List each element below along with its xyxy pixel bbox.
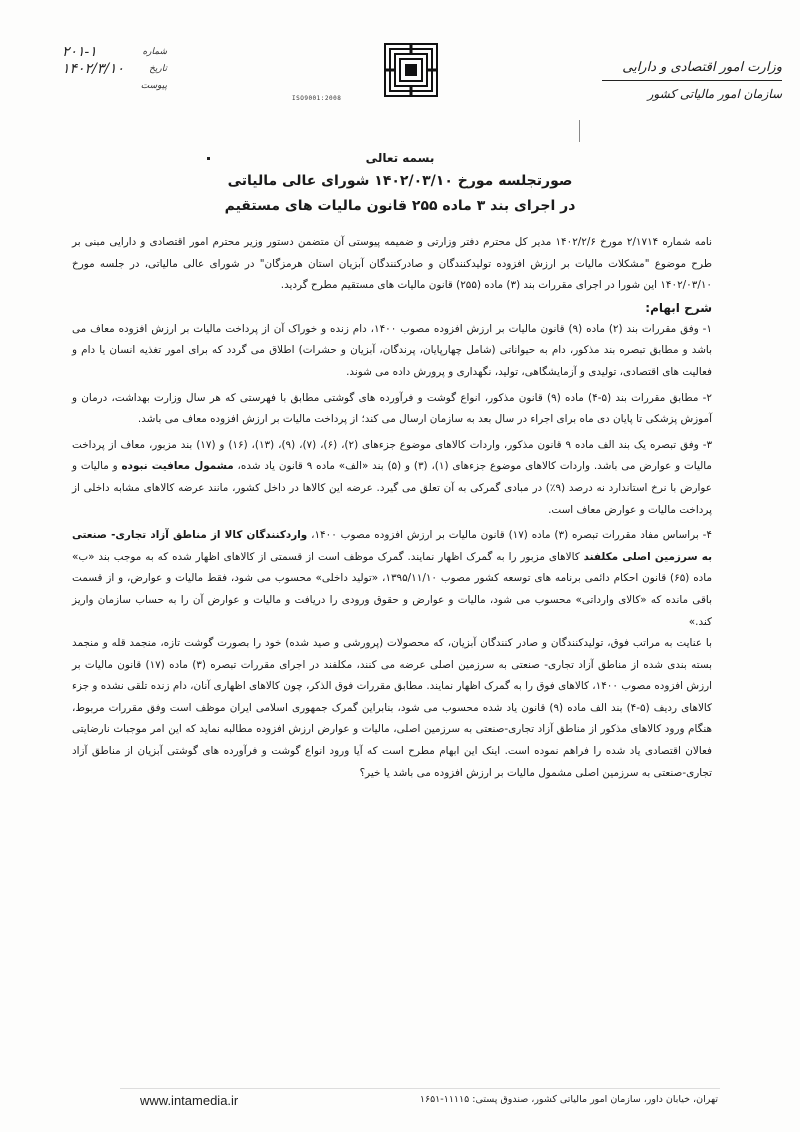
paragraph-4 xyxy=(72,525,712,633)
intro-paragraph: نامه شماره ۲/۱۷۱۴ مورخ ۱۴۰۲/۲/۶ مدیر کل محترم دفتر وزارتی و ضمیمه پیوستی آن متضمن دستور وزیر محترم امور اقتصادی و دارایی مبنی بر طرح موضوع "مشکلات مالیات بر ارزش افزوده تولیدکنندگان و صادرکنندگان آبزیان استان هرمزگان" در شورای عالی مالیاتی، در جلسه مورخ ۱۴۰۲/۰۳/۱۰ این شورا در اجرای مقررات بند (۳) ماده (۲۵۵) قانون مالیات های مستقیم مطرح گردید. xyxy=(72,236,712,292)
ambiguity-heading: شرح ابهام: xyxy=(645,300,712,315)
letter-date-row xyxy=(62,61,167,78)
letter-attachment-row xyxy=(62,78,167,95)
letter-reference-block xyxy=(62,44,167,95)
footer-divider xyxy=(120,1088,720,1089)
document-subtitle: در اجرای بند ۳ ماده ۲۵۵ قانون مالیات های مستقیم xyxy=(224,198,576,214)
letter-attachment-label: پیوست xyxy=(140,81,167,91)
letter-number-label: شماره xyxy=(142,47,167,57)
paragraph-3-end: و مالیات و عوارض با نرخ استاندارد نه درصد (۹٪) در مبادی گمرکی به آن تعلق می گیرد. عرضه این کالاها در داخل کشور، مانند عرضه کالاهای مشابه داخلی از پرداخت مالیات و عوارض معاف است. xyxy=(72,460,713,516)
footer-address: تهران، خیابان داور، سازمان امور مالیاتی کشور، صندوق پستی: ۱۱۱۱۵-۱۶۵۱ xyxy=(419,1094,718,1105)
letterhead-organization xyxy=(602,58,782,103)
paragraph-3-emphasis: مشمول معافیت نبوده xyxy=(121,460,234,473)
paragraph-3-start: ۳- وفق تبصره یک بند الف ماده ۹ قانون مذکور، واردات کالاهای موضوع جزءهای (۲)، (۶)، (۷)، (۹)، (۱۳)، (۱۶) و (۱۷) بند مزبور، معاف از پرداخت مالیات و عوارض می باشد. واردات کالاهای موضوع جزءهای (۱)، (۳) و (۵) بند «الف» ماده ۹ قانون یاد شده، xyxy=(72,438,713,473)
paragraph-4-end: کالاهای مزبور را به گمرک اظهار نمایند. گمرک موظف است از قسمتی از کالاهای اظهار شده که به موجب بند «ب» ماده (۶۵) قانون احکام دائمی برنامه های توسعه کشور مصوب ۱۳۹۵/۱۱/۱۰، «تولید داخلی» محسوب می شود، فقط مالیات و عوارض، و از قسمت باقی مانده که «کالای وارداتی» محسوب می شود، مالیات و عوارض و حقوق ورودی را دریافت و مالیات و عوارض آن را به حساب سازمان واریز کند.» xyxy=(72,550,713,628)
paragraph-4-start: ۴- براساس مفاد مقررات تبصره (۳) ماده (۱۷) قانون مالیات بر ارزش افزوده مصوب ۱۴۰۰، xyxy=(307,529,712,542)
letter-number-value: ۲۰۱-۱ xyxy=(62,44,97,60)
paragraph-5: با عنایت به مراتب فوق، تولیدکنندگان و صادر کنندگان آبزیان، که محصولات (پرورشی و صید شده) خود را بصورت گوشت تازه، منجمد قله و منجمد بسته بندی شده از مناطق آزاد تجاری- صنعتی به سرزمین اصلی عرضه می کنند، مکلفند در اجرای مقررات تبصره (۳) ماده (۱۷) قانون مالیات بر ارزش افزوده مصوب ۱۴۰۰، کالاهای فوق را به گمرک اظهار نمایند. مطابق مقررات فوق الذکر، چون کالاهای اظهاری آنان، دام زنده تلقی نشده و جزء کالاهای ردیف (۵-۴) بند الف ماده (۹) قانون یاد شده محسوب می شود، بنابراین گمرک جمهوری اسلامی ایران موظف است وفق مقررات مربوط، هنگام ورود کالاهای مذکور از مناطق آزاد تجاری-صنعتی به سرزمین اصلی، مالیات و عوارض ارزش افزوده مطالبه نماید که این امر موجبات نارضایتی فعالان اقتصادی یاد شده را فراهم نموده است. اینک این ابهام مطرح است که آیا ورود انواع گوشت و فرآورده های گوشتی آبزیان از مناطق آزاد تجاری-صنعتی به سرزمین اصلی مشمول مالیات بر ارزش افزوده می باشد یا خیر؟ xyxy=(72,637,712,779)
letter-date-label: تاریخ xyxy=(149,64,167,74)
footer-website: www.intamedia.ir xyxy=(140,1093,239,1108)
paragraph-2: ۲- مطابق مقررات بند (۵-۴) ماده (۹) قانون مذکور، انواع گوشت و فرآورده های گوشتی مطابق با فهرستی که هر سال وزارت بهداشت، درمان و آموزش پزشکی تا پایان دی ماه برای اجراء در سال بعد به سازمان ارسال می کند؛ از پرداخت مالیات بر ارزش افزوده معاف می باشد. xyxy=(72,391,712,426)
header-divider xyxy=(579,120,580,142)
document-body xyxy=(72,232,712,784)
paragraph-1: ۱- وفق مقررات بند (۲) ماده (۹) قانون مالیات بر ارزش افزوده مصوب ۱۴۰۰، دام زنده و خوراک آن از پرداخت مالیات بر ارزش افزوده معاف می باشد و مطابق تبصره بند مذکور، دام به حیواناتی (شامل چهارپایان، پرندگان، آبزیان و حشرات) اطلاق می گردد که برای امور تغذیه انسان یا دام و فعالیت های اقتصادی، تولیدی و آزمایشگاهی، تولید، نگهداری و پرورش داده می شوند. xyxy=(72,322,712,378)
title-block xyxy=(0,148,800,218)
organization-emblem-icon xyxy=(383,42,439,98)
organization-name: سازمان امور مالیاتی کشور xyxy=(647,87,782,101)
document-title: صورتجلسه مورخ ۱۴۰۲/۰۳/۱۰ شورای عالی مالیاتی xyxy=(227,173,573,189)
letter-date-value: ۱۴۰۲/۳/۱۰ xyxy=(62,61,125,77)
iso-certification-label: ISO9001:2008 xyxy=(292,95,342,102)
bismillah-heading: بسمه تعالی xyxy=(365,151,435,165)
paragraph-4-emphasis: واردکنندگان کالا از مناطق آزاد تجاری- صنعتی به سرزمین اصلی مکلفند xyxy=(72,529,713,563)
ministry-name: وزارت امور اقتصادی و دارایی xyxy=(602,58,782,81)
letter-number-row xyxy=(62,44,167,61)
paragraph-3 xyxy=(72,435,712,521)
